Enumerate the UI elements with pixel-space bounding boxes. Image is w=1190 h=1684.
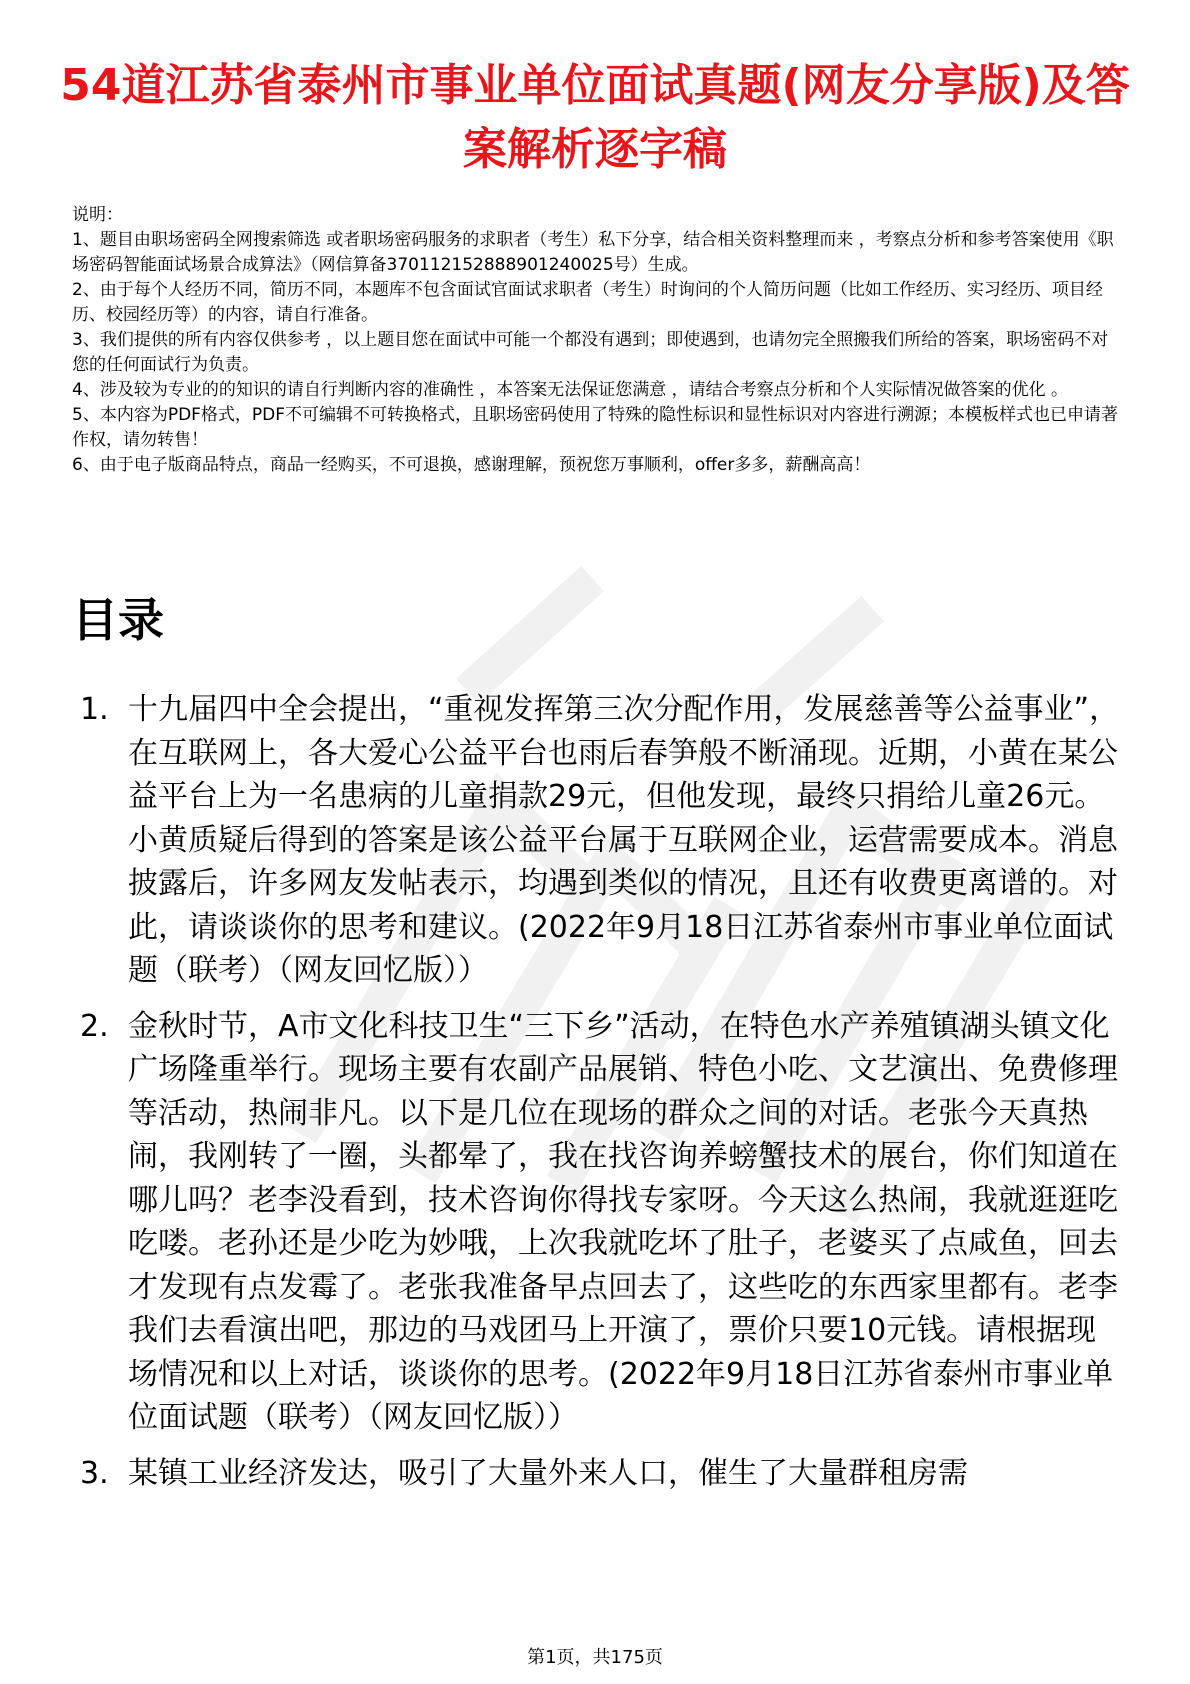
page-footer: 第1页，共175页 (527, 1647, 663, 1668)
notes-section (72, 203, 1122, 478)
note-item: 3、我们提供的所有内容仅供参考 ，以上题目您在面试中可能一个都没有遇到；即使遇到，也请勿完全照搬我们所给的答案，职场密码不对您的任何面试行为负责。 (72, 330, 1109, 375)
notes-heading: 说明： (72, 205, 123, 225)
question-item (72, 688, 1122, 993)
question-number: 1. (80, 692, 109, 727)
document-title: 54道江苏省泰州市事业单位面试真题(网友分享版)及答案解析逐字稿 (60, 60, 1130, 175)
question-item (72, 1452, 1122, 1496)
question-number: 2. (80, 1008, 109, 1044)
toc-heading: 目录 (72, 593, 164, 647)
question-list (72, 688, 1122, 1507)
question-item (72, 1005, 1122, 1440)
note-item: 1、题目由职场密码全网搜索筛选 或者职场密码服务的求职者（考生）私下分享，结合相关资料整理而来 ，考察点分析和参考答案使用《职场密码智能面试场景合成算法》（网信算备370112152888901240025号）生成。 (72, 230, 1114, 275)
question-text: 十九届四中全会提出，“重视发挥第三次分配作用，发展慈善等公益事业”，在互联网上，各大爱心公益平台也雨后春笋般不断涌现。近期，小黄在某公益平台上为一名患病的儿童捐款29元，但他发现，最终只捐给儿童26元。小黄质疑后得到的答案是该公益平台属于互联网企业，运营需要成本。消息披露后，许多网友发帖表示，均遇到类似的情况，且还有收费更离谱的。对此，请谈谈你的思考和建议。(2022年9月18日江苏省泰州市事业单位面试题（联考）（网友回忆版）） (128, 692, 1120, 988)
question-text: 某镇工业经济发达，吸引了大量外来人口，催生了大量群租房需 (128, 1455, 968, 1491)
note-item: 2、由于每个人经历不同，简历不同，本题库不包含面试官面试求职者（考生）时询问的个人简历问题（比如工作经历、实习经历、项目经历、校园经历等）的内容，请自行准备。 (72, 280, 1103, 325)
note-item: 5、本内容为PDF格式，PDF不可编辑不可转换格式，且职场密码使用了特殊的隐性标识和显性标识对内容进行溯源；本模板样式也已申请著作权，请勿转售！ (72, 405, 1119, 450)
note-item: 4、涉及较为专业的的知识的请自行判断内容的准确性 ，本答案无法保证您满意 ，请结合考察点分析和个人实际情况做答案的优化 。 (72, 380, 1069, 400)
question-number: 3. (80, 1455, 109, 1491)
note-item: 6、由于电子版商品特点，商品一经购买，不可退换，感谢理解，预祝您万事顺利，offer多多，薪酬高高！ (72, 455, 871, 475)
question-text: 金秋时节，A市文化科技卫生“三下乡”活动，在特色水产养殖镇湖头镇文化广场隆重举行。现场主要有农副产品展销、特色小吃、文艺演出、免费修理等活动，热闹非凡。以下是几位在现场的群众之间的对话。老张今天真热闹，我刚转了一圈，头都晕了，我在找咨询养螃蟹技术的展台，你们知道在哪儿吗？老李没看到，技术咨询你得找专家呀。今天这么热闹，我就逛逛吃吃喽。老孙还是少吃为妙哦，上次我就吃坏了肚子，老婆买了点咸鱼，回去才发现有点发霉了。老张我准备早点回去了，这些吃的东西家里都有。老李我们去看演出吧，那边的马戏团马上开演了，票价只要10元钱。请根据现场情况和以上对话，谈谈你的思考。(2022年9月18日江苏省泰州市事业单位面试题（联考）（网友回忆版）） (128, 1008, 1118, 1435)
